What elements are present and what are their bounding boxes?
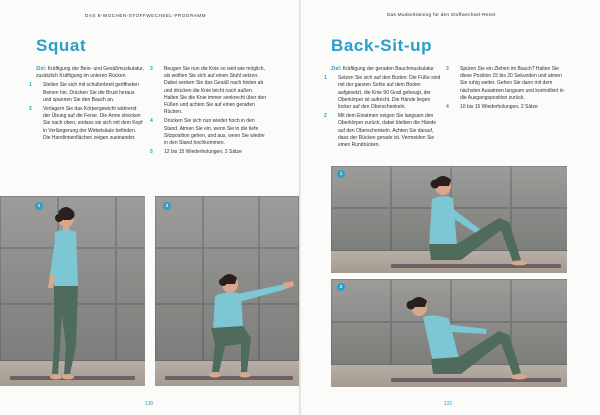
text-column-4 [446, 66, 568, 113]
goal-text: Kräftigung der Bein- und Gesäßmuskulatur, zusätzlich Kräftigung im unteren Rücken [36, 66, 144, 80]
leaning-back-woman-figure [331, 279, 567, 387]
photo-badge-1: 1 [35, 202, 43, 210]
step-5: 5 12 bis 15 Wiederholungen, 2 Sätze [150, 149, 242, 156]
step-1-right: 1 Setzen Sie sich auf den Boden: Die Füße sind mit der ganzen Sohle auf dem Boden aufgesetzt, die Knie 90 Grad gebeugt, der Oberkörper ist aufrecht. Die Hände liegen locker auf den Oberschenkeln. [324, 75, 441, 111]
text-column-3 [324, 66, 443, 151]
standing-woman-figure [0, 196, 145, 386]
situp-photo-2 [331, 279, 567, 387]
squatting-woman-figure [155, 196, 299, 386]
step-4-right: 4 10 bis 15 Wiederholungen, 2 Sätze [446, 104, 538, 111]
step-3: 3 Beugen Sie nun die Knie so weit wie möglich, als wollten Sie sich auf einen Stuhl setzen. Dabei senken Sie das Gesäß nach hinten ab und drücken die Knie leicht nach außen. Halten Sie die Knie immer senkrecht über den Füßen und achten Sie auf einen geraden Rücken. [150, 66, 266, 116]
text-column-2 [150, 66, 269, 158]
running-header-right: Das Muskeltraining für den Stoffwechsel-Reset [387, 13, 496, 18]
step-2: 2 Verlagern Sie das Körpergewicht während der Übung auf die Ferse. Die Arme strecken Sie nach oben, sodass sie sich mit dem Kopf in Verlängerung der Wirbelsäule befinden. Die Handinnenflächen zeigen zueinander. [29, 106, 143, 141]
page-title-squat: Squat [36, 36, 87, 55]
right-page [301, 0, 600, 415]
step-3-right: 3 Spüren Sie ein Ziehen im Bauch? Halten Sie diese Position 15 bis 20 Sekunden und atmen Sie ruhig weiter. Gehen Sie dann mit dem nächsten Ausatmen langsam und kontrolliert in die Ausgangsposition zurück. [446, 66, 564, 101]
goal-label-right: Ziel: [331, 66, 342, 72]
squat-photo-1 [0, 196, 145, 386]
page-number-left: 130 [145, 401, 154, 407]
page-title-back-sit-up: Back-Sit-up [331, 36, 433, 55]
photo-badge-2: 2 [163, 202, 171, 210]
text-column-1 [29, 66, 144, 144]
photo-badge-3: 1 [337, 170, 345, 178]
step-2-right: 2 Mit dem Einatmen neigen Sie langsam den Oberkörper zurück, dabei bleiben die Hände auf den Oberschenkeln. Achten Sie darauf, dass der Rücken gerade ist. Vermeiden Sie einen Rundrücken. [324, 113, 437, 149]
left-page [0, 0, 299, 415]
situp-photo-1 [331, 166, 567, 273]
goal-paragraph [36, 66, 144, 80]
step-1: 1 Stellen Sie sich mit schulterbreit geöffneten Beinen hin. Drücken Sie die Brust heraus und spannen Sie den Bauch an. [29, 82, 139, 103]
page-number-right: 131 [444, 401, 453, 407]
goal-paragraph-right [331, 66, 443, 73]
goal-label: Ziel: [36, 66, 47, 72]
goal-text-right: Kräftigung der geraden Bauchmuskulatur [342, 66, 434, 72]
running-header-left: DAS 8-WOCHEN-STOFFWECHSEL-PROGRAMM [85, 13, 207, 18]
photo-badge-4: 2 [337, 283, 345, 291]
step-4: 4 Drücken Sie sich nun wieder hoch in den Stand. Atmen Sie ein, wenn Sie in die tiefe Sitzposition gehen, und aus, wenn Sie wieder in den Stand hochkommen. [150, 118, 265, 147]
sitting-woman-figure [331, 166, 567, 273]
squat-photo-2 [155, 196, 299, 386]
